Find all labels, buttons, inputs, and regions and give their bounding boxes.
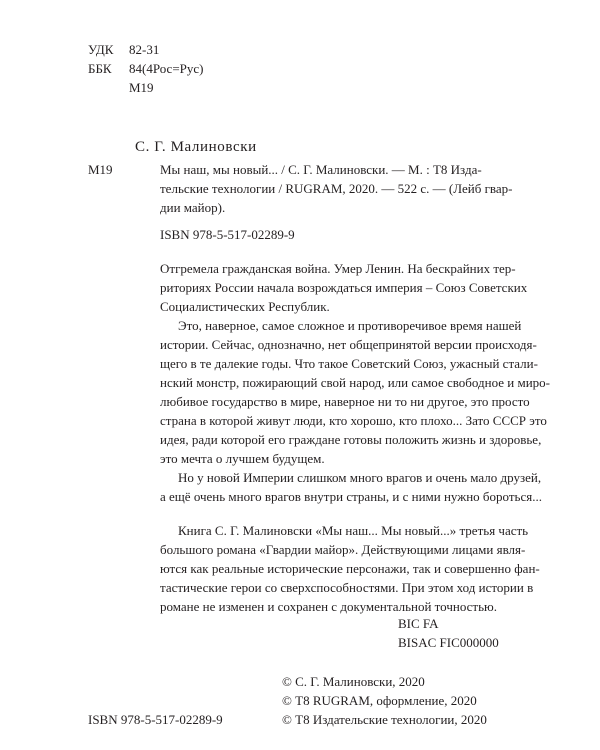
annotation-line: Это, наверное, самое сложное и противоречивое время нашей — [178, 318, 522, 333]
annotation-line: а ещё очень много врагов внутри страны, и с ними нужно бороться... — [160, 489, 542, 504]
udk-label: УДК — [88, 42, 114, 57]
annotation-line: риториях России начала возрождаться империя – Союз Советских — [160, 280, 528, 295]
annotation-line: это мечта о лучшем будущем. — [160, 451, 325, 466]
annotation-line: ются как реальные исторические персонажи, так и совершенно фан- — [160, 561, 540, 576]
biblio-line: тельские технологии / RUGRAM, 2020. — 522 с. — (Лейб гвар- — [160, 181, 513, 196]
copyright-block — [282, 672, 487, 729]
annotation-line: тастические герои со сверхспособностями. При этом ход истории в — [160, 580, 534, 595]
biblio-description — [160, 160, 512, 217]
annotation-paragraph-3 — [160, 468, 542, 506]
annotation-line: идея, ради которой его граждане готовы положить жизнь и здоровье, — [160, 432, 542, 447]
biblio-line: дии майор). — [160, 200, 226, 215]
classification-block — [88, 40, 204, 97]
annotation-line: Но у новой Империи слишком много врагов и очень мало друзей, — [178, 470, 542, 485]
bbk-label: ББК — [88, 61, 112, 76]
copyright-line: © С. Г. Малиновски, 2020 — [282, 674, 425, 689]
annotation-paragraph-2 — [160, 316, 550, 468]
annotation-line: любивое государство в мире, наверное ни то ни другое, это просто — [160, 394, 530, 409]
bisac-code: BISAC FIC000000 — [398, 635, 499, 650]
annotation-paragraph-4 — [160, 521, 540, 616]
annotation-line: истории. Сейчас, однозначно, нет общепринятой версии происходя- — [160, 337, 537, 352]
isbn-bottom: ISBN 978-5-517-02289-9 — [88, 712, 223, 727]
udk-value: 82-31 — [129, 42, 160, 57]
annotation-line: большого романа «Гвардии майор». Действующими лицами явля- — [160, 542, 526, 557]
copyright-line: © Т8 Издательские технологии, 2020 — [282, 712, 487, 727]
annotation-line: Отгремела гражданская война. Умер Ленин. На бескрайних тер- — [160, 261, 516, 276]
author-heading: С. Г. Малиновски — [135, 139, 257, 155]
annotation-line: щего в те далекие годы. Что такое Советский Союз, ужасный стали- — [160, 356, 538, 371]
copyright-line: © Т8 RUGRAM, оформление, 2020 — [282, 693, 477, 708]
author-mark: М19 — [129, 80, 154, 95]
annotation-line: романе не изменен и сохранен с документальной точностью. — [160, 599, 497, 614]
isbn-top: ISBN 978-5-517-02289-9 — [160, 227, 295, 242]
biblio-mark: М19 — [88, 162, 113, 177]
annotation-line: Книга С. Г. Малиновски «Мы наш... Мы новый...» третья часть — [178, 523, 529, 538]
annotation-line: Социалистических Республик. — [160, 299, 330, 314]
annotation-line: нский монстр, пожирающий свой народ, или самое свободное и миро- — [160, 375, 551, 390]
annotation-paragraph-1 — [160, 259, 527, 316]
bic-code: BIC FA — [398, 616, 439, 631]
annotation-line: страна в которой живут люди, кто хорошо, кто плохо... Зато СССР это — [160, 413, 547, 428]
bic-block — [398, 614, 499, 652]
biblio-line: Мы наш, мы новый... / С. Г. Малиновски. — М. : Т8 Издa- — [160, 162, 482, 177]
bbk-value: 84(4Рос=Рус) — [129, 61, 204, 76]
